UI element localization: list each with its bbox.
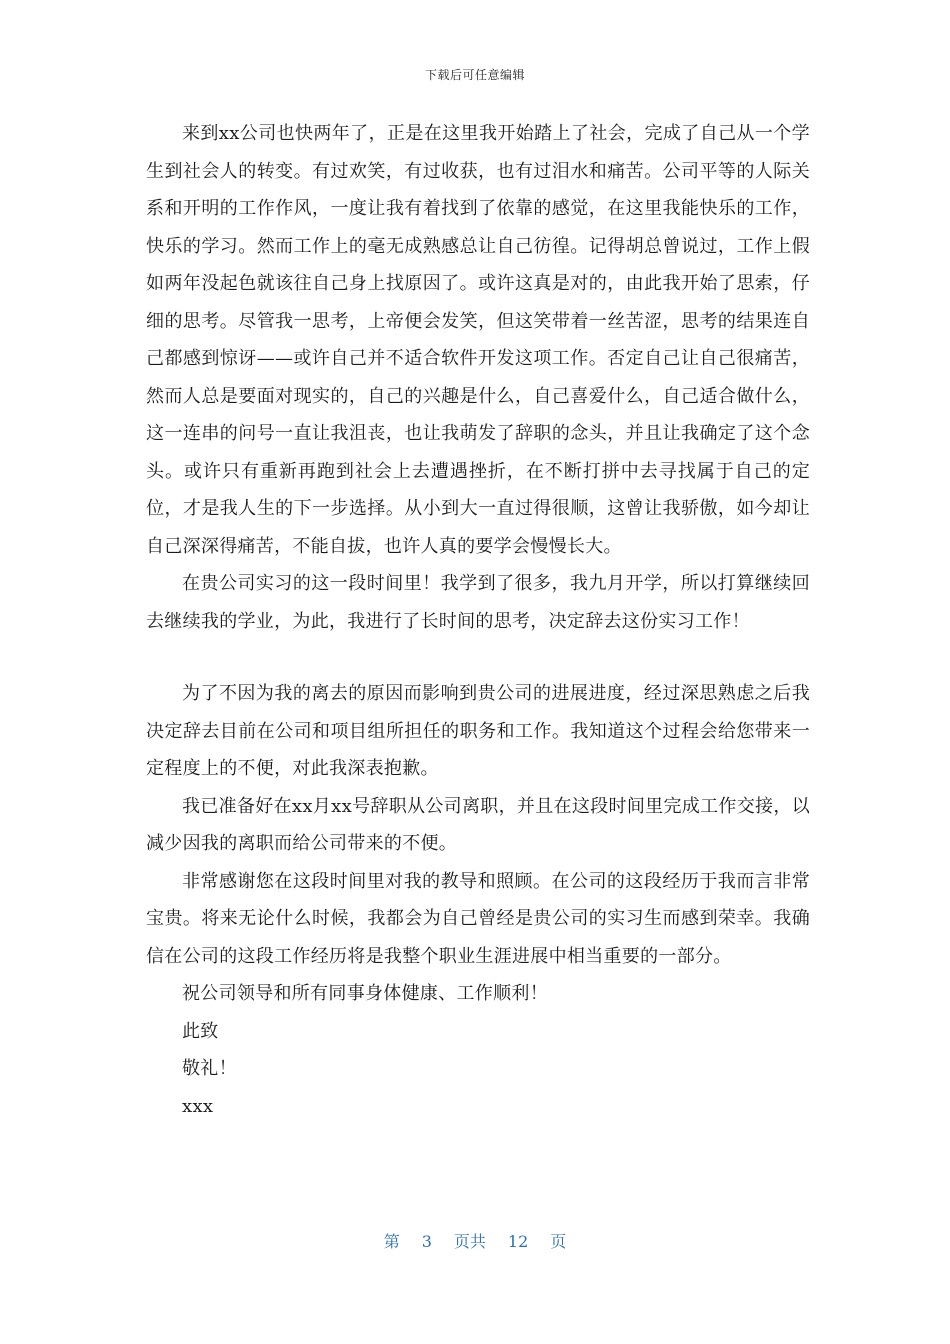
footer-prefix: 第 bbox=[383, 1232, 400, 1251]
paragraph-thanks: 非常感谢您在这段时间里对我的教导和照顾。在公司的这段经历于我而言非常宝贵。将来无论什么时候，我都会为自己曾经是贵公司的实习生而感到荣幸。我确信在公司的这段工作经历将是我整个职业生涯进展中相当重要的一部分。 bbox=[146, 870, 810, 967]
paragraph-internship: 在贵公司实习的这一段时间里！我学到了很多，我九月开学，所以打算继续回去继续我的学业，为此，我进行了长时间的思考，决定辞去这份实习工作！ bbox=[146, 573, 810, 632]
paragraph-intro: 来到xx公司也快两年了，正是在这里我开始踏上了社会，完成了自己从一个学生到社会人的转变。有过欢笑，有过收获，也有过泪水和痛苦。公司平等的人际关系和开明的工作作风，一度让我有着找到了依靠的感觉，在这里我能快乐的工作，快乐的学习。然而工作上的毫无成熟感总让自己彷徨。记得胡总曾说过，工作上假如两年没起色就该往自己身上找原因了。或许这真是对的，由此我开始了思索，仔细的思考。尽管我一思考，上帝便会发笑，但这笑带着一丝苦涩，思考的结果连自己都感到惊讶——或许自己并不适合软件开发这项工作。否定自己让自己很痛苦，然而人总是要面对现实的，自己的兴趣是什么，自己喜爱什么，自己适合做什么，这一连串的问号一直让我沮丧，也让我萌发了辞职的念头，并且让我确定了这个念头。或许只有重新再跑到社会上去遭遇挫折，在不断打拼中去寻找属于自己的定位，才是我人生的下一步选择。从小到大一直过得很顺，这曾让我骄傲，如今却让自己深深得痛苦，不能自拔，也许人真的要学会慢慢长大。 bbox=[146, 123, 810, 557]
paragraph-decision: 为了不因为我的离去的原因而影响到贵公司的进展进度，经过深思熟虑之后我决定辞去目前在公司和项目组所担任的职务和工作。我知道这个过程会给您带来一定程度上的不便，对此我深表抱歉。 bbox=[146, 683, 810, 779]
page-footer bbox=[0, 1229, 950, 1252]
footer-suffix: 页 bbox=[550, 1232, 567, 1251]
footer-current-page: 3 bbox=[421, 1232, 432, 1251]
paragraph-handover: 我已准备好在xx月xx号辞职从公司离职，并且在这段时间里完成工作交接，以减少因我的离职而给公司带来的不便。 bbox=[146, 795, 810, 854]
closing-regards: 敬礼！ bbox=[182, 1058, 237, 1079]
letter-body bbox=[146, 115, 810, 1125]
paragraph-wishes: 祝公司领导和所有同事身体健康、工作顺利！ bbox=[182, 983, 548, 1004]
closing-salutation: 此致 bbox=[182, 1020, 219, 1042]
paragraph-gap bbox=[146, 640, 810, 675]
footer-total-pages: 12 bbox=[507, 1232, 529, 1251]
signature: xxx bbox=[182, 1095, 214, 1117]
page-header: 下载后可任意编辑 bbox=[424, 68, 525, 82]
footer-middle: 页共 bbox=[453, 1232, 486, 1251]
